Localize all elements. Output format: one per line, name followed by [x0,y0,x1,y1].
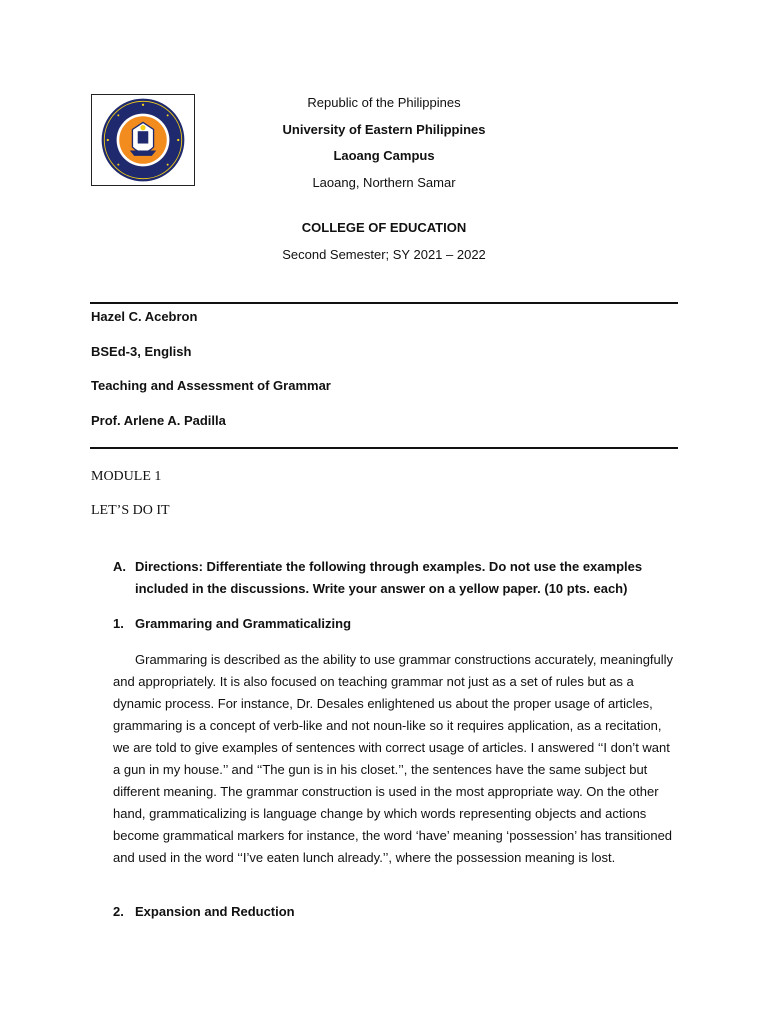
directions-marker: A. [113,559,126,574]
module-title: MODULE 1 [91,469,162,484]
header-location: Laoang, Northern Samar [312,175,456,190]
university-logo [91,94,195,186]
header-campus: Laoang Campus [333,148,435,163]
professor-name: Prof. Arlene A. Padilla [91,413,226,428]
item-2-marker: 2. [113,904,124,919]
item-2-heading [113,904,295,919]
item-2-title: Expansion and Reduction [135,904,295,919]
module-subtitle: LET’S DO IT [91,503,170,518]
header-semester: Second Semester; SY 2021 – 2022 [282,247,486,262]
item-1-body: Grammaring is described as the ability to use grammar constructions accurately, meaningfully and appropriately. It is also focused on teaching grammar not just as a set of rules but as a dynamic process. For instance, Dr. Desales enlightened us about the proper usage of articles, grammaring is a concept of verb-like and not noun-like so it requires application, as a recitation, we are told to give examples of sentences with correct usage of articles. I answered ‘‘I don’t want a gun in my house.’’ and ‘‘The gun is in his closet.’’, the sentences have the same subject but different meaning. The grammar construction is used in the most appropriate way. On the other hand, grammaticalizing is language change by which words representing objects and actions become grammatical markers for instance, the word ‘have’ meaning ‘possession’ has transitioned and used in the word ‘‘I’ve eaten lunch already.’’, where the possession meaning is lost. [113,652,674,865]
header-university: University of Eastern Philippines [282,122,486,137]
item-1-heading [113,616,351,631]
student-name: Hazel C. Acebron [91,309,198,324]
course-title: Teaching and Assessment of Grammar [91,378,331,393]
student-program: BSEd-3, English [91,344,192,359]
divider-top [90,302,678,304]
directions [113,556,673,600]
item-1-title: Grammaring and Grammaticalizing [135,616,352,631]
header-college: COLLEGE OF EDUCATION [301,220,467,235]
university-seal-icon [99,96,187,184]
directions-text: Directions: Differentiate the following through examples. Do not use the examples included in the discussions. Write your answer on a yellow paper. (10 pts. each) [135,559,643,596]
header-republic: Republic of the Philippines [307,95,461,110]
item-1-marker: 1. [113,616,124,631]
divider-bottom [90,447,678,449]
